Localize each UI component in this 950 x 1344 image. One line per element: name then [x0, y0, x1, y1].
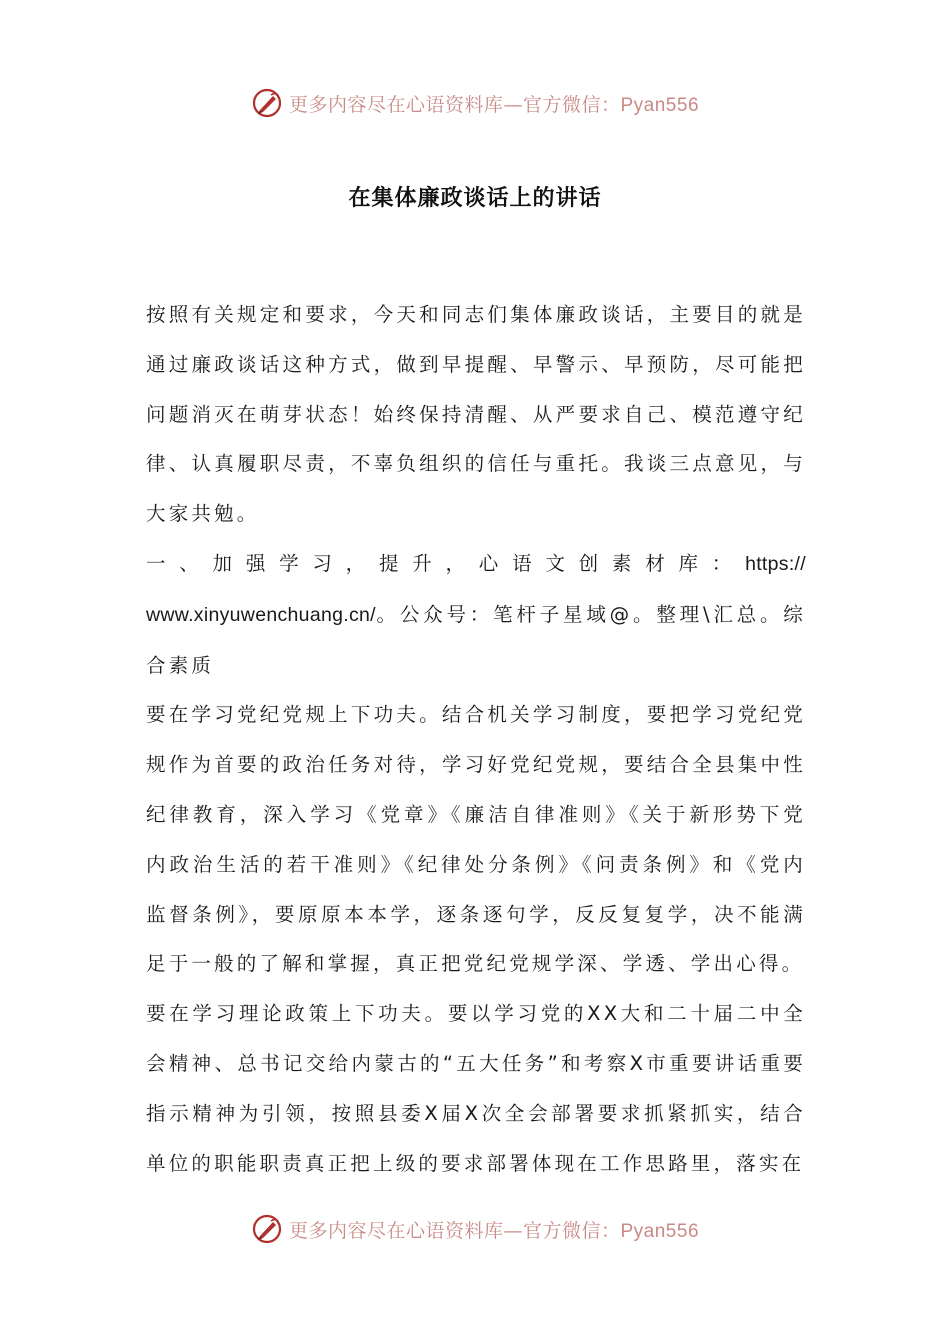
banner-library-text: 更多内容尽在心语资料库	[288, 1219, 504, 1242]
pen-logo-icon	[251, 87, 283, 119]
intro-paragraph: 按照有关规定和要求，今天和同志们集体廉政谈话，主要目的就是通过廉政谈话这种方式，做到早提醒、早警示、早预防，尽可能把问题消灭在萌芽状态！始终保持清醒、从严要求自己、模范遵守纪律、认真履职尽责，不辜负组织的信任与重托。我谈三点意见，与大家共勉。	[146, 303, 806, 526]
section-heading-text: 一、加强学习，提升，心语文创素材库：	[146, 551, 746, 575]
banner-text	[289, 90, 699, 117]
document-title: 在集体廉政谈话上的讲话	[348, 186, 602, 211]
paragraph-study-theory: 要在学习理论政策上下功夫。要以学习党的XX大和二十届二中全会精神、总书记交给内蒙古的“五大任务”和考察X市重要讲话重要指示精神为引领，按照县委X届X次全会部署要求抓紧抓实，结合单位的职能职责真正把上级的要求部署体现在工作思路里，落实在	[146, 1002, 806, 1175]
banner-text	[289, 1216, 699, 1243]
banner-official-label: 官方微信：	[522, 93, 621, 116]
pen-logo-icon	[251, 1213, 283, 1245]
banner-wechat-id: Pyan556	[620, 94, 700, 116]
banner-library-text: 更多内容尽在心语资料库	[288, 93, 504, 116]
header-watermark-banner	[0, 83, 950, 123]
paragraph-study-rules: 要在学习党纪党规上下功夫。结合机关学习制度，要把学习党纪党规作为首要的政治任务对待，学习好党纪党规，要结合全县集中性纪律教育，深入学习《党章》《廉洁自律准则》《关于新形势下党内政治生活的若干准则》《纪律处分条例》《问责条例》和《党内监督条例》，要原原本本学，逐条逐句学，反反复复学，决不能满足于一般的了解和掌握，真正把党纪党规学深、学透、学出心得。	[146, 703, 806, 976]
section-heading-continuation	[146, 590, 806, 691]
heading-continuation-text: 。公众号：笔杆子星域@。整理\汇总。综合素质	[146, 602, 806, 677]
banner-wechat-id: Pyan556	[620, 1220, 700, 1242]
heading-url-part2: www.xinyuwenchuang.cn/	[146, 603, 376, 626]
heading-url-part1: https://	[745, 552, 806, 575]
section-heading-line	[146, 539, 806, 590]
footer-watermark-banner	[0, 1209, 950, 1249]
banner-dash: —	[503, 93, 523, 116]
banner-dash: —	[503, 1219, 523, 1242]
banner-official-label: 官方微信：	[522, 1219, 621, 1242]
document-body	[146, 290, 806, 1188]
